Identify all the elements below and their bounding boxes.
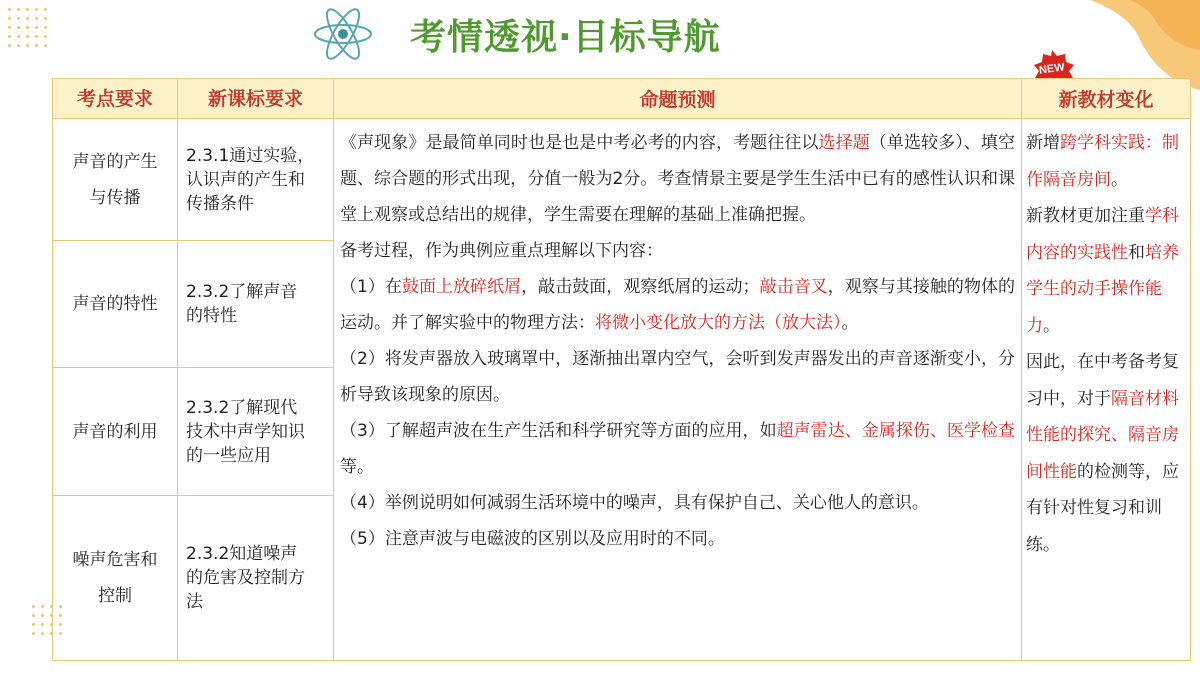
standard-line: 法 [186,592,203,612]
standard-line: 的一些应用 [186,445,271,466]
header-topic: 考点要求 [53,79,178,119]
standard-line: 认识声的产生和 [186,169,305,190]
changes-cell [1022,119,1191,661]
emphasis-text: 超声雷达、金属探伤、医学检查 [776,421,1015,441]
standard-line: 的特性 [186,306,237,326]
standard-line: 技术中声学知识 [186,421,305,442]
standard-cell [178,119,334,241]
topic-line: 噪声危害和 [72,550,158,570]
topic-cell [53,368,178,496]
table-row [53,119,1191,241]
topic-line: 与传播 [89,187,141,208]
prediction-item-4: （4）举例说明如何减弱生活环境中的噪声，具有保护自己、关心他人的意识。 [340,493,929,513]
standard-cell [178,496,334,661]
emphasis-text: 鼓面上放碎纸屑 [401,277,522,297]
topic-line: 声音的利用 [72,421,158,442]
prediction-cell [334,119,1022,661]
header-prediction: 命题预测 [334,79,1022,119]
emphasis-text: 隔音材料性能的探究、隔音房间性能 [1026,388,1179,482]
emphasis-text: 学科内容的实践性 [1026,206,1179,263]
standard-line: 2.3.2知道噪声 [186,544,298,564]
changes-para-3: 因此，在中考备考复习中，对于隔音材料性能的探究、隔音房间性能的检测等，应有针对性复习和训练。 [1026,352,1179,555]
standard-line: 2.3.2了解现代 [186,397,298,418]
standard-cell [178,241,334,368]
prediction-intro: 《声现象》是最简单同时也是也是中考必考的内容，考题往往以选择题（单选较多）、填空题、综合题的形式出现，分值一般为2分。考查情景主要是学生生活中已有的感性认识和课堂上观察或总结出的规律，学生需要在理解的基础上准确把握。 [340,133,1016,225]
page-title: 考情透视·目标导航 [410,17,721,58]
topic-line: 控制 [98,586,132,606]
emphasis-text: 培养学生的动手操作能力 [1026,242,1179,336]
topic-cell [53,119,178,241]
emphasis-text: 将微小变化放大的方法（放大法） [595,313,842,333]
standard-line: 2.3.1通过实验， [186,145,315,166]
topic-cell [53,496,178,661]
prediction-prep: 备考过程，作为典例应重点理解以下内容： [340,241,663,261]
atom-icon [312,6,374,62]
corner-decoration [1090,0,1200,90]
standard-line: 传播条件 [186,193,254,214]
prediction-item-1: （1）在鼓面上放碎纸屑，敲击鼓面，观察纸屑的运动；敲击音叉，观察与其接触的物体的运动。并了解实验中的物理方法：将微小变化放大的方法（放大法）。 [340,277,1016,333]
emphasis-text: 选择题 [818,133,870,153]
changes-para-1: 新增跨学科实践：制作隔音房间。 [1026,133,1179,190]
header-changes: 新教材变化 [1022,79,1191,119]
prediction-item-5: （5）注意声波与电磁波的区别以及应用时的不同。 [340,529,725,549]
changes-para-2: 新教材更加注重学科内容的实践性和培养学生的动手操作能力。 [1026,206,1179,336]
table-header-row [53,79,1191,119]
emphasis-text: 跨学科实践：制作隔音房间 [1026,133,1179,190]
standard-cell [178,368,334,496]
decorative-dots [8,8,47,47]
standard-line: 2.3.2了解声音 [186,282,298,302]
new-badge-label: NEW [1038,61,1066,77]
topic-line: 声音的产生 [72,151,158,172]
exam-analysis-table [52,78,1191,661]
header-standard: 新课标要求 [178,79,334,119]
topic-line: 声音的特性 [72,294,158,314]
emphasis-text: 敲击音叉 [759,277,828,297]
standard-line: 的危害及控制方 [186,568,305,588]
prediction-item-2: （2）将发声器放入玻璃罩中，逐渐抽出罩内空气，会听到发声器发出的声音逐渐变小，分析导致该现象的原因。 [340,349,1015,405]
prediction-item-3: （3）了解超声波在生产生活和科学研究等方面的应用，如超声雷达、金属探伤、医学检查等。 [340,421,1015,477]
topic-cell [53,241,178,368]
